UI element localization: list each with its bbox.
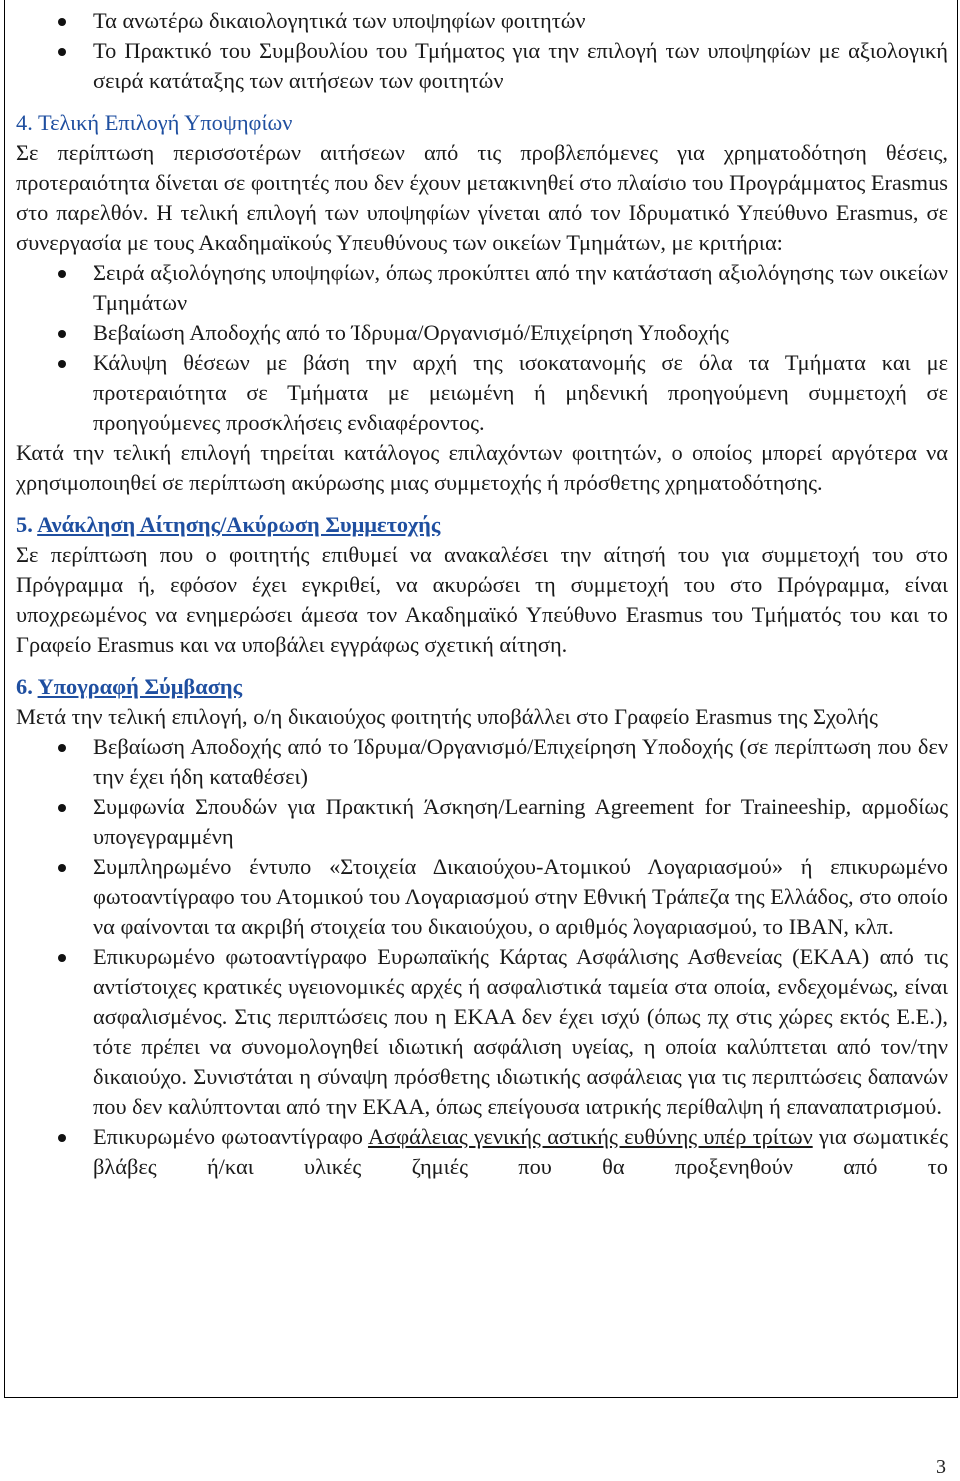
section-5-body: Σε περίπτωση που ο φοιτητής επιθυμεί να ανακαλέσει την αίτησή του για συμμετοχή του στο Πρόγραμμα ή, εφόσον έχει εγκριθεί, να ακυρώσει τη συμμετοχή του στο Πρόγραμμα, είναι υποχρεωμένος να ενημερώσει άμεσα τον Ακαδημαϊκό Υπεύθυνο Erasmus του Τμήματός του και το Γραφείο Erasmus και να υποβάλει εγγράφως σχετική αίτηση. xyxy=(16,542,948,657)
bullet-icon xyxy=(58,360,66,368)
document-body xyxy=(16,6,948,1182)
bullet-icon xyxy=(58,1134,66,1142)
bullet-icon xyxy=(58,330,66,338)
criteria-list xyxy=(16,258,948,438)
list-item: Επικυρωμένο φωτοαντίγραφο Ασφάλειας γενικής αστικής ευθύνης υπέρ τρίτων για σωματικές βλάβες ή/και υλικές ζημιές που θα προξενηθούν από το xyxy=(16,1122,948,1182)
bullet-icon xyxy=(58,48,66,56)
section-4-intro: Σε περίπτωση περισσοτέρων αιτήσεων από τις προβλεπόμενες για χρηματοδότηση θέσεις, προτεραιότητα δίνεται σε φοιτητές που δεν έχουν μετακινηθεί στο πλαίσιο του Προγράμματος Erasmus στο παρελθόν. Η τελική επιλογή των υποψηφίων γίνεται από τον Ιδρυματικό Υπεύθυνο Erasmus, σε συνεργασία με τους Ακαδημαϊκούς Υπευθύνους των οικείων Τμημάτων, με κριτήρια: xyxy=(16,140,948,255)
list-item: Βεβαίωση Αποδοχής από το Ίδρυμα/Οργανισμό/Επιχείρηση Υποδοχής (σε περίπτωση που δεν την έχει ήδη καταθέσει) xyxy=(16,732,948,792)
section-4-closing: Κατά την τελική επιλογή τηρείται κατάλογος επιλαχόντων φοιτητών, ο οποίος μπορεί αργότερα να χρησιμοποιηθεί σε περίπτωση ακύρωσης μιας συμμετοχής ή πρόσθετης χρηματοδότησης. xyxy=(16,440,948,495)
section-6-heading: 6. Υπογραφή Σύμβασης xyxy=(16,674,243,699)
list-item: Επικυρωμένο φωτοαντίγραφο Ευρωπαϊκής Κάρτας Ασφάλισης Ασθενείας (ΕΚΑΑ) από τις αντίστοιχες κρατικές υγειονομικές αρχές ή ασφαλιστικά ταμεία στα οποία, ενδεχομένως, είναι ασφαλισμένος. Στις περιπτώσεις που η ΕΚΑΑ δεν έχει ισχύ (όπως πχ στις χώρες εκτός Ε.Ε.), τότε πρέπει να συνομολογηθεί ιδιωτική ασφάλιση υγείας, η οποία καλύπτεται από τον/την δικαιούχο. Συνιστάται η σύναψη πρόσθετης ιδιωτικής ασφάλειας για τις περιπτώσεις δαπανών που δεν καλύπτονται από την ΕΚΑΑ, όπως επείγουσα ιατρικής περίθαλψη ή επαναπατρισμού. xyxy=(16,942,948,1122)
list-item: Το Πρακτικό του Συμβουλίου του Τμήματος για την επιλογή των υποψηφίων με αξιολογική σειρά κατάταξης των αιτήσεων των φοιτητών xyxy=(16,36,948,96)
list-item: Τα ανωτέρω δικαιολογητικά των υποψηφίων φοιτητών xyxy=(16,6,948,36)
list-item: Κάλυψη θέσεων με βάση την αρχή της ισοκατανομής σε όλα τα Τμήματα και με προτεραιότητα σε Τμήματα με μειωμένη ή μηδενική προηγούμενη συμμετοχή σε προηγούμενες προσκλήσεις ενδιαφέροντος. xyxy=(16,348,948,438)
bullet-icon xyxy=(58,954,66,962)
section-6-intro: Μετά την τελική επιλογή, ο/η δικαιούχος φοιτητής υποβάλλει στο Γραφείο Erasmus της Σχολής xyxy=(16,704,878,729)
insurance-underlined-text: Ασφάλειας γενικής αστικής ευθύνης υπέρ τρίτων xyxy=(367,1124,813,1149)
documents-list xyxy=(16,732,948,1182)
list-item: Συμπληρωμένο έντυπο «Στοιχεία Δικαιούχου-Ατομικού Λογαριασμού» ή επικυρωμένο φωτοαντίγραφο του Ατομικού του Λογαριασμού στην Εθνική Τράπεζα της Ελλάδος, στο οποίο να φαίνονται τα ακριβή στοιχεία του δικαιούχου, ο αριθμός λογαριασμού, το IBAN, κλπ. xyxy=(16,852,948,942)
page-number: 3 xyxy=(936,1456,946,1478)
bullet-icon xyxy=(58,864,66,872)
section-4-heading: 4. Τελική Επιλογή Υποψηφίων xyxy=(16,110,293,135)
list-item: Σειρά αξιολόγησης υποψηφίων, όπως προκύπτει από την κατάσταση αξιολόγησης των οικείων Τμημάτων xyxy=(16,258,948,318)
bullet-icon xyxy=(58,270,66,278)
bullet-icon xyxy=(58,18,66,26)
section-5-heading: 5. Ανάκληση Αίτησης/Ακύρωση Συμμετοχής xyxy=(16,512,441,537)
bullet-icon xyxy=(58,804,66,812)
list-item: Συμφωνία Σπουδών για Πρακτική Άσκηση/Learning Agreement for Traineeship, αρμοδίως υπογεγραμμένη xyxy=(16,792,948,852)
list-item: Βεβαίωση Αποδοχής από το Ίδρυμα/Οργανισμό/Επιχείρηση Υποδοχής xyxy=(16,318,948,348)
bullet-icon xyxy=(58,744,66,752)
top-bullet-list xyxy=(16,6,948,96)
